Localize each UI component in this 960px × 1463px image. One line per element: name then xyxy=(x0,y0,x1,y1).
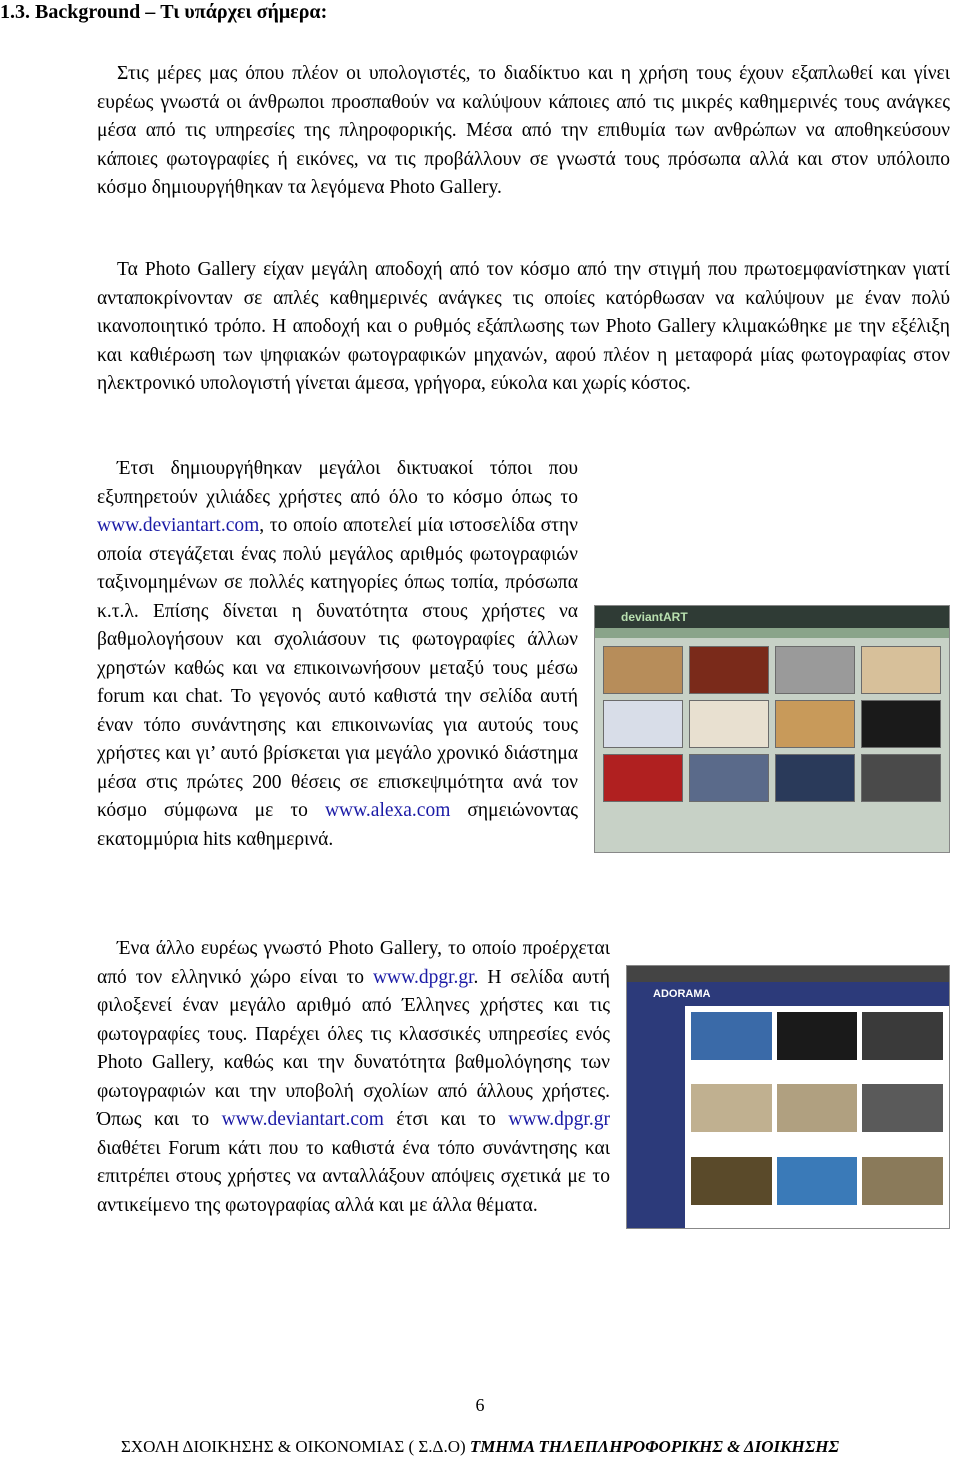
dpgr-link[interactable]: www.dpgr.gr xyxy=(372,966,474,988)
text-run: έτσι και το xyxy=(383,1109,509,1130)
deviantart-screenshot xyxy=(594,605,950,853)
paragraph-intro: Στις μέρες μας όπου πλέον οι υπολογιστές, το διαδίκτυο και η χρήση τους έχουν εξαπλωθεί και γίνει ευρέως γνωστά οι άνθρωποι προσπαθούν να καλύψουν κάποιες από τις μικρές καθημερινές τους ανάγκες μέσα από τις υπηρεσίες της πληροφορικής. Μέσα από την επιθυμία των ανθρώπων να αποθηκεύσουν κάποιες φωτογραφίες ή εικόνες, να τις προβάλλουν σε γνωστά τους πρόσωπα αλλά και στον υπόλοιπο κόσμο δημιουργήθηκαν τα λεγόμενα Photo Gallery. xyxy=(97,63,950,198)
page-footer xyxy=(0,1437,960,1457)
thumbnail xyxy=(689,754,769,802)
thumbnail xyxy=(861,754,941,802)
footer-school: ΣΧΟΛΗ ΔΙΟΙΚΗΣΗΣ & ΟΙΚΟΝΟΜΙΑΣ ( Σ.Δ.Ο) xyxy=(120,1437,466,1456)
section-heading: 1.3. Background – Τι υπάρχει σήμερα: xyxy=(0,1,328,23)
paragraph-dpgr xyxy=(97,935,950,1235)
thumbnail xyxy=(777,1157,858,1205)
footer-department: ΤΜΗΜΑ ΤΗΛΕΠΛΗΡΟΦΟΡΙΚΗΣ & ΔΙΟΙΚΗΣΗΣ xyxy=(469,1437,840,1456)
thumbnail xyxy=(861,700,941,748)
dpgr-body xyxy=(627,1006,949,1229)
dpgr-thumbnail-grid xyxy=(685,1006,949,1229)
dpgr-sidebar xyxy=(627,1006,685,1229)
thumbnail xyxy=(603,754,683,802)
thumbnail xyxy=(862,1084,943,1132)
thumbnail xyxy=(691,1084,772,1132)
thumbnail xyxy=(689,700,769,748)
thumbnail xyxy=(862,1012,943,1060)
dpgr-screenshot xyxy=(626,965,950,1229)
text-run: . Η σελίδα αυτή φιλοξενεί έναν μεγάλο αριθμό από Έλληνες χρήστες και τις φωτογραφίες τους. Παρέχει όλες τις κλασσικές υπηρεσίες ενός Photo Gallery, καθώς και την δυνατότητα βαθμολόγησης των φωτογραφιών και την υποβολή σχολίων από άλλους χρήστες. Όπως και το xyxy=(97,966,610,1130)
thumbnail xyxy=(777,1084,858,1132)
text-run: , το οποίο αποτελεί μία ιστοσελίδα στην οποία στεγάζεται ένας πολύ μεγάλος αριθμός φωτογραφιών ταξινομημένων σε πολλές κατηγορίες όπως τοπία, πρόσωπα κ.τ.λ. Επίσης δίνεται η δυνατότητα στους χρήστες να βαθμολογήσουν και σχολιάσουν τις φωτογραφίες άλλων χρηστών καθώς και να επικοινωνήσουν μεταξύ τους μέσω forum και chat. Το γεγονός αυτό καθιστά την σελίδα αυτή έναν τόπο συνάντησης και επικοινωνίας για αυτούς τους χρήστες και γι’ αυτό βρίσκεται για μεγάλο χρονικό διάστημα μέσα στις πρώτες 200 θέσεις σε επισκεψιμότητα ανά τον κόσμο σύμφωνα με το xyxy=(97,515,578,821)
thumbnail xyxy=(603,646,683,694)
thumbnail xyxy=(691,1157,772,1205)
thumbnail xyxy=(861,646,941,694)
deviantart-thumbnail-grid xyxy=(595,638,949,810)
text-run: σημειώνοντας εκατομμύρια hits καθημερινά. xyxy=(97,800,578,850)
thumbnail xyxy=(775,646,855,694)
text-run: Ένα άλλο ευρέως γνωστό Photo Gallery, το οποίο προέρχεται από τον ελληνικό χώρο είναι το xyxy=(97,938,610,988)
deviantart-link[interactable]: www.deviantart.com xyxy=(221,1109,384,1130)
text-run: Έτσι δημιουργήθηκαν μεγάλοι δικτυακοί τόποι που εξυπηρετούν χιλιάδες χρήστες από όλο το κόσμο όπως το xyxy=(97,458,578,508)
thumbnail xyxy=(862,1157,943,1205)
deviantart-header xyxy=(595,606,949,628)
deviantart-link[interactable]: www.deviantart.com xyxy=(97,515,260,536)
deviantart-logo: deviantART xyxy=(621,609,688,624)
thumbnail xyxy=(603,700,683,748)
thumbnail xyxy=(691,1012,772,1060)
paragraph-deviantart xyxy=(97,455,950,859)
page-number: 6 xyxy=(475,1395,485,1415)
paragraph-acceptance: Τα Photo Gallery είχαν μεγάλη αποδοχή από τον κόσμο από την στιγμή που πρωτοεμφανίστηκαν γιατί ανταποκρίνονταν σε απλές καθημερινές ανάγκες τις οποίες κατόρθωσαν να καλύψουν με έναν πολύ ικανοποιητικό τρόπο. Η αποδοχή και ο ρυθμός εξάπλωσης των Photo Gallery κλιμακώθηκε με την εξέλιξη και καθιέρωση των ψηφιακών φωτογραφικών μηχανών, αφού πλέον η μεταφορά μίας φωτογραφίας στον ηλεκτρονικό υπολογιστή γίνεται άμεσα, γρήγορα, εύκολα και χωρίς κόστος. xyxy=(97,259,950,394)
thumbnail xyxy=(775,754,855,802)
thumbnail xyxy=(775,700,855,748)
thumbnail xyxy=(777,1012,858,1060)
thumbnail xyxy=(689,646,769,694)
adorama-logo: ADORAMA xyxy=(627,982,949,1006)
text-run: διαθέτει Forum κάτι που το καθιστά ένα τόπο συνάντησης και επιτρέπει στους χρήστες να ανταλλάξουν απόψεις σχετικά με το αντικείμενο της φωτογραφίας αλλά και με άλλα θέματα. xyxy=(97,1137,610,1216)
dpgr-link[interactable]: www.dpgr.gr xyxy=(508,1109,610,1130)
alexa-link[interactable]: www.alexa.com xyxy=(324,800,451,821)
